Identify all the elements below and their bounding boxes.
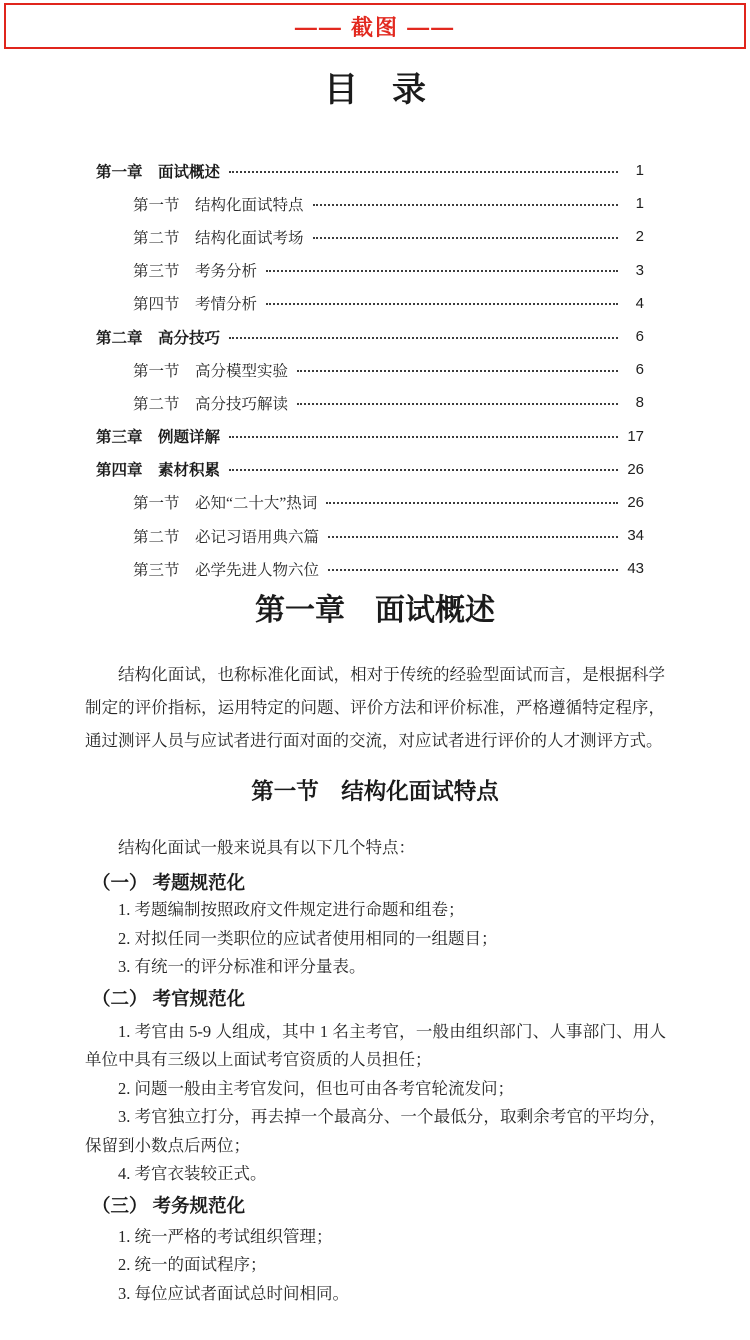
section-body xyxy=(85,833,666,1308)
toc-entry-label: 第三章 例题详解 xyxy=(96,429,221,447)
toc-entry xyxy=(96,353,644,386)
list-item: 3. 每位应试者面试总时间相同。 xyxy=(118,1283,349,1303)
toc-page-number: 34 xyxy=(627,527,644,545)
toc-entry-label: 第一节 必知“二十大”热词 xyxy=(133,495,318,513)
list-item: 2. 问题一般由主考官发问，但也可由各考官轮流发问； xyxy=(118,1078,514,1098)
toc-entry-label: 第二节 必记习语用典六篇 xyxy=(133,528,320,546)
toc-entry-label: 第一章 面试概述 xyxy=(96,163,221,181)
toc-page-number: 1 xyxy=(635,195,644,213)
toc-entry-label: 第四章 素材积累 xyxy=(96,462,221,480)
subsection-heading: （三） 考务规范化 xyxy=(92,1194,246,1216)
toc-page-number: 4 xyxy=(635,294,644,312)
toc-leader-dots xyxy=(266,270,618,272)
toc-entry-label: 第二节 高分技巧解读 xyxy=(133,395,289,413)
toc-entry xyxy=(96,154,644,187)
subsection-heading: （二） 考官规范化 xyxy=(92,987,246,1009)
toc-entry xyxy=(96,220,644,253)
toc-entry xyxy=(96,519,644,552)
list-item: 4. 考官衣装较正式。 xyxy=(118,1164,267,1184)
toc-page-number: 17 xyxy=(627,427,644,445)
toc-entry-label: 第二节 结构化面试考场 xyxy=(133,229,304,247)
subsection-item-list xyxy=(85,896,666,982)
toc-leader-dots xyxy=(229,337,618,339)
chapter-title: 第一章 面试概述 xyxy=(255,594,495,628)
toc-leader-dots xyxy=(297,370,618,372)
toc-page-number: 26 xyxy=(627,493,644,511)
toc-page-number: 3 xyxy=(635,261,644,279)
toc-entry xyxy=(96,254,644,287)
toc-entry xyxy=(96,187,644,220)
toc-entry xyxy=(96,552,644,585)
list-item: 2. 统一的面试程序； xyxy=(118,1255,267,1275)
toc-page-number: 1 xyxy=(635,162,644,180)
section-title: 第一节 结构化面试特点 xyxy=(251,779,499,805)
toc-leader-dots xyxy=(313,237,618,239)
toc-leader-dots xyxy=(266,303,618,305)
toc-leader-dots xyxy=(328,569,618,571)
toc-page-number: 8 xyxy=(635,394,644,412)
toc-leader-dots xyxy=(229,436,618,438)
toc-leader-dots xyxy=(229,171,618,173)
toc-entry-label: 第四节 考情分析 xyxy=(133,296,258,314)
list-item: 3. 有统一的评分标准和评分量表。 xyxy=(118,957,366,977)
toc-page-number: 6 xyxy=(635,328,644,346)
toc-page-number: 43 xyxy=(627,560,644,578)
toc-leader-dots xyxy=(328,536,618,538)
list-item: 3. 考官独立打分，再去掉一个最高分、一个最低分，取剩余考官的平均分，保留到小数点后两位； xyxy=(85,1107,666,1155)
subsection-item-list xyxy=(85,1018,666,1189)
list-item: 1. 考官由 5-9 人组成，其中 1 名主考官，一般由组织部门、人事部门、用人单位中具有三级以上面试考官资质的人员担任； xyxy=(85,1021,666,1070)
toc-entry-label: 第二章 高分技巧 xyxy=(96,329,221,347)
toc-page-number: 2 xyxy=(635,228,644,246)
screenshot-banner xyxy=(4,3,746,49)
toc-title: 目 录 xyxy=(324,71,426,109)
list-item: 1. 统一严格的考试组织管理； xyxy=(118,1226,333,1246)
toc-list xyxy=(96,154,644,585)
toc-entry-label: 第一节 高分模型实验 xyxy=(133,362,289,380)
toc-page-number: 26 xyxy=(627,460,644,478)
toc-entry xyxy=(96,453,644,486)
toc-entry xyxy=(96,486,644,519)
chapter-intro-paragraph: 结构化面试，也称标准化面试，相对于传统的经验型面试而言，是根据科学制定的评价指标，运用特定的问题、评价方法和评价标准，严格遵循特定程序，通过测评人员与应试者进行面对面的交流，对应试者进行评价的人才测评方式。 xyxy=(85,665,665,751)
toc-leader-dots xyxy=(326,502,618,504)
toc-leader-dots xyxy=(229,469,618,471)
toc-leader-dots xyxy=(313,204,618,206)
toc-entry xyxy=(96,386,644,419)
list-item: 1. 考题编制按照政府文件规定进行命题和组卷； xyxy=(118,900,465,920)
toc-entry-label: 第三节 必学先进人物六位 xyxy=(133,561,320,579)
subsection-heading: （一） 考题规范化 xyxy=(92,872,246,894)
screenshot-banner-label: —— 截图 —— xyxy=(294,14,456,40)
list-item: 2. 对拟任同一类职位的应试者使用相同的一组题目； xyxy=(118,928,498,948)
toc-entry-label: 第三节 考务分析 xyxy=(133,263,258,281)
subsection-item-list xyxy=(85,1223,666,1309)
toc-entry xyxy=(96,287,644,320)
section-lead-paragraph: 结构化面试一般来说具有以下几个特点： xyxy=(118,838,415,858)
toc-page-number: 6 xyxy=(635,361,644,379)
toc-leader-dots xyxy=(297,403,618,405)
toc-entry-label: 第一节 结构化面试特点 xyxy=(133,196,304,214)
toc-entry xyxy=(96,320,644,353)
toc-entry xyxy=(96,420,644,453)
